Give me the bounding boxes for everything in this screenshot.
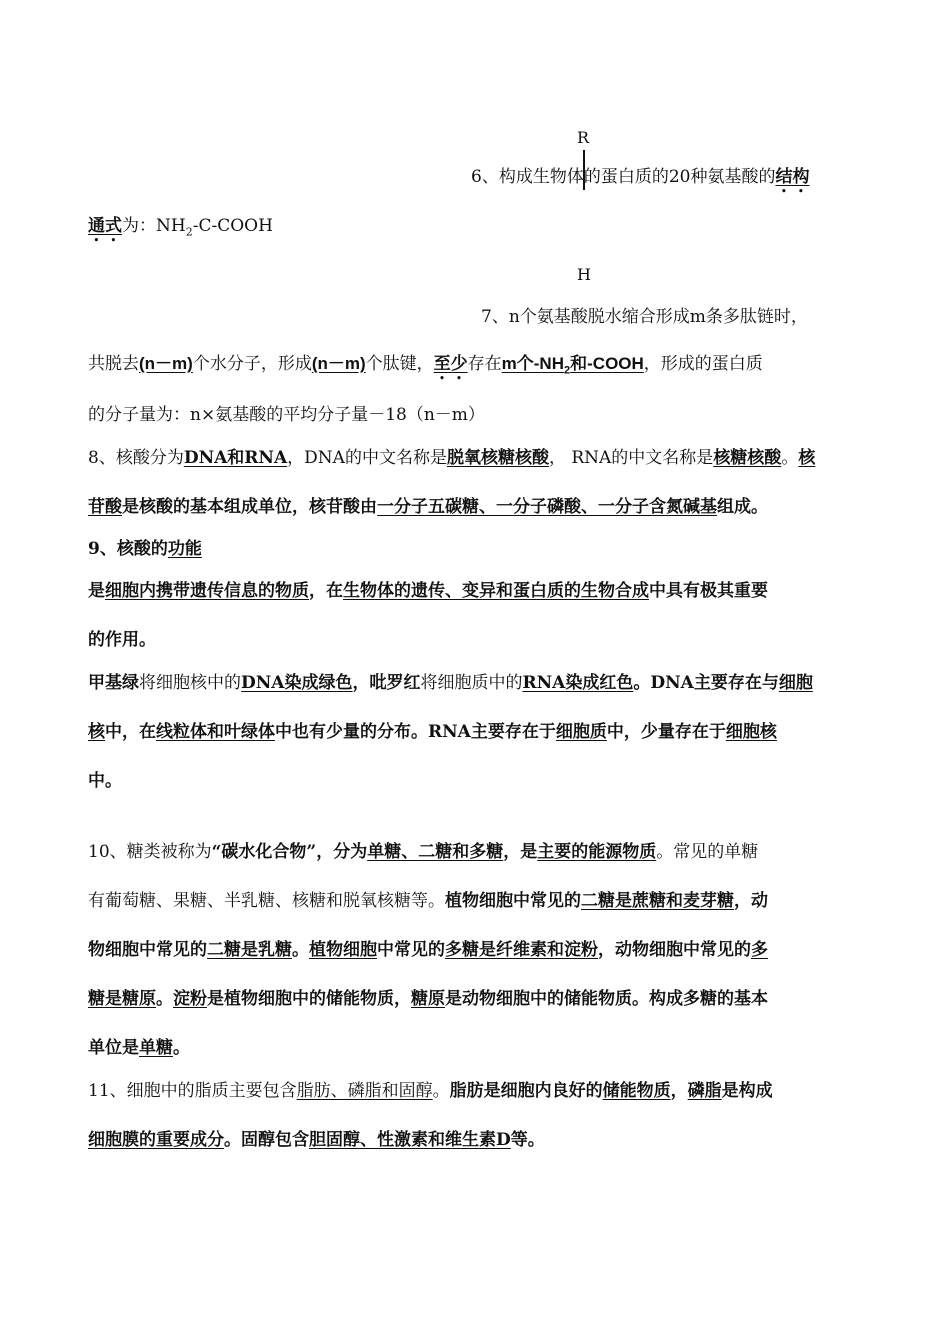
formula-h-group: H — [577, 265, 591, 284]
item7-line2: 共脱去(n－m)个水分子，形成(n－m)个肽键，至少存在m个$-NH_2$和-COOH，形成的蛋白质 — [88, 354, 763, 377]
item6-line1: 6、构成生物体的蛋白质的20种氨基酸的结构 — [471, 167, 810, 187]
item9-line5: 中。 — [88, 771, 122, 791]
item10-line1: 10、糖类被称为“碳水化合物”，分为单糖、二糖和多糖，是主要的能源物质。常见的单糖 — [88, 842, 759, 862]
item9-line1: 是细胞内携带遗传信息的物质，在生物体的遗传、变异和蛋白质的生物合成中具有极其重要 — [88, 581, 768, 601]
formula-r-group: R — [577, 128, 590, 147]
item7-line1: 7、n个氨基酸脱水缩合形成m条多肽链时， — [481, 307, 808, 327]
item11-line2: 细胞膜的重要成分。固醇包含胆固醇、性激素和维生素D等。 — [88, 1130, 545, 1150]
item6-line2: 通式为：$NH_2-C$-COOH — [88, 216, 273, 239]
item9-heading: 9、核酸的功能 — [88, 539, 202, 559]
item9-line3: 甲基绿将细胞核中的DNA染成绿色，吡罗红将细胞质中的RNA染成红色。DNA主要存在与细胞 — [88, 673, 813, 693]
item10-line5: 单位是单糖。 — [88, 1038, 190, 1058]
item7-line3: 的分子量为：n×氨基酸的平均分子量－18（n－m） — [88, 405, 485, 425]
item10-line4: 糖是糖原。淀粉是植物细胞中的储能物质，糖原是动物细胞中的储能物质。构成多糖的基本 — [88, 989, 768, 1009]
item8-line2: 苷酸是核酸的基本组成单位，核苷酸由一分子五碳糖、一分子磷酸、一分子含氮碱基组成。 — [88, 497, 768, 517]
item10-line3: 物细胞中常见的二糖是乳糖。植物细胞中常见的多糖是纤维素和淀粉，动物细胞中常见的多 — [88, 940, 768, 960]
item9-line4: 核中，在线粒体和叶绿体中也有少量的分布。RNA主要存在于细胞质中，少量存在于细胞核 — [88, 722, 777, 742]
item11-line1: 11、细胞中的脂质主要包含脂肪、磷脂和固醇。脂肪是细胞内良好的储能物质，磷脂是构成 — [88, 1081, 773, 1101]
item8-line1: 8、核酸分为DNA和RNA，DNA的中文名称是脱氧核糖核酸， RNA的中文名称是核糖核酸。核 — [88, 448, 816, 468]
amino-acid-formula: $NH_2-C$-COOH — [156, 216, 273, 239]
item10-line2: 有葡萄糖、果糖、半乳糖、核糖和脱氧核糖等。植物细胞中常见的二糖是蔗糖和麦芽糖，动 — [88, 891, 768, 911]
item9-line2: 的作用。 — [88, 630, 156, 650]
